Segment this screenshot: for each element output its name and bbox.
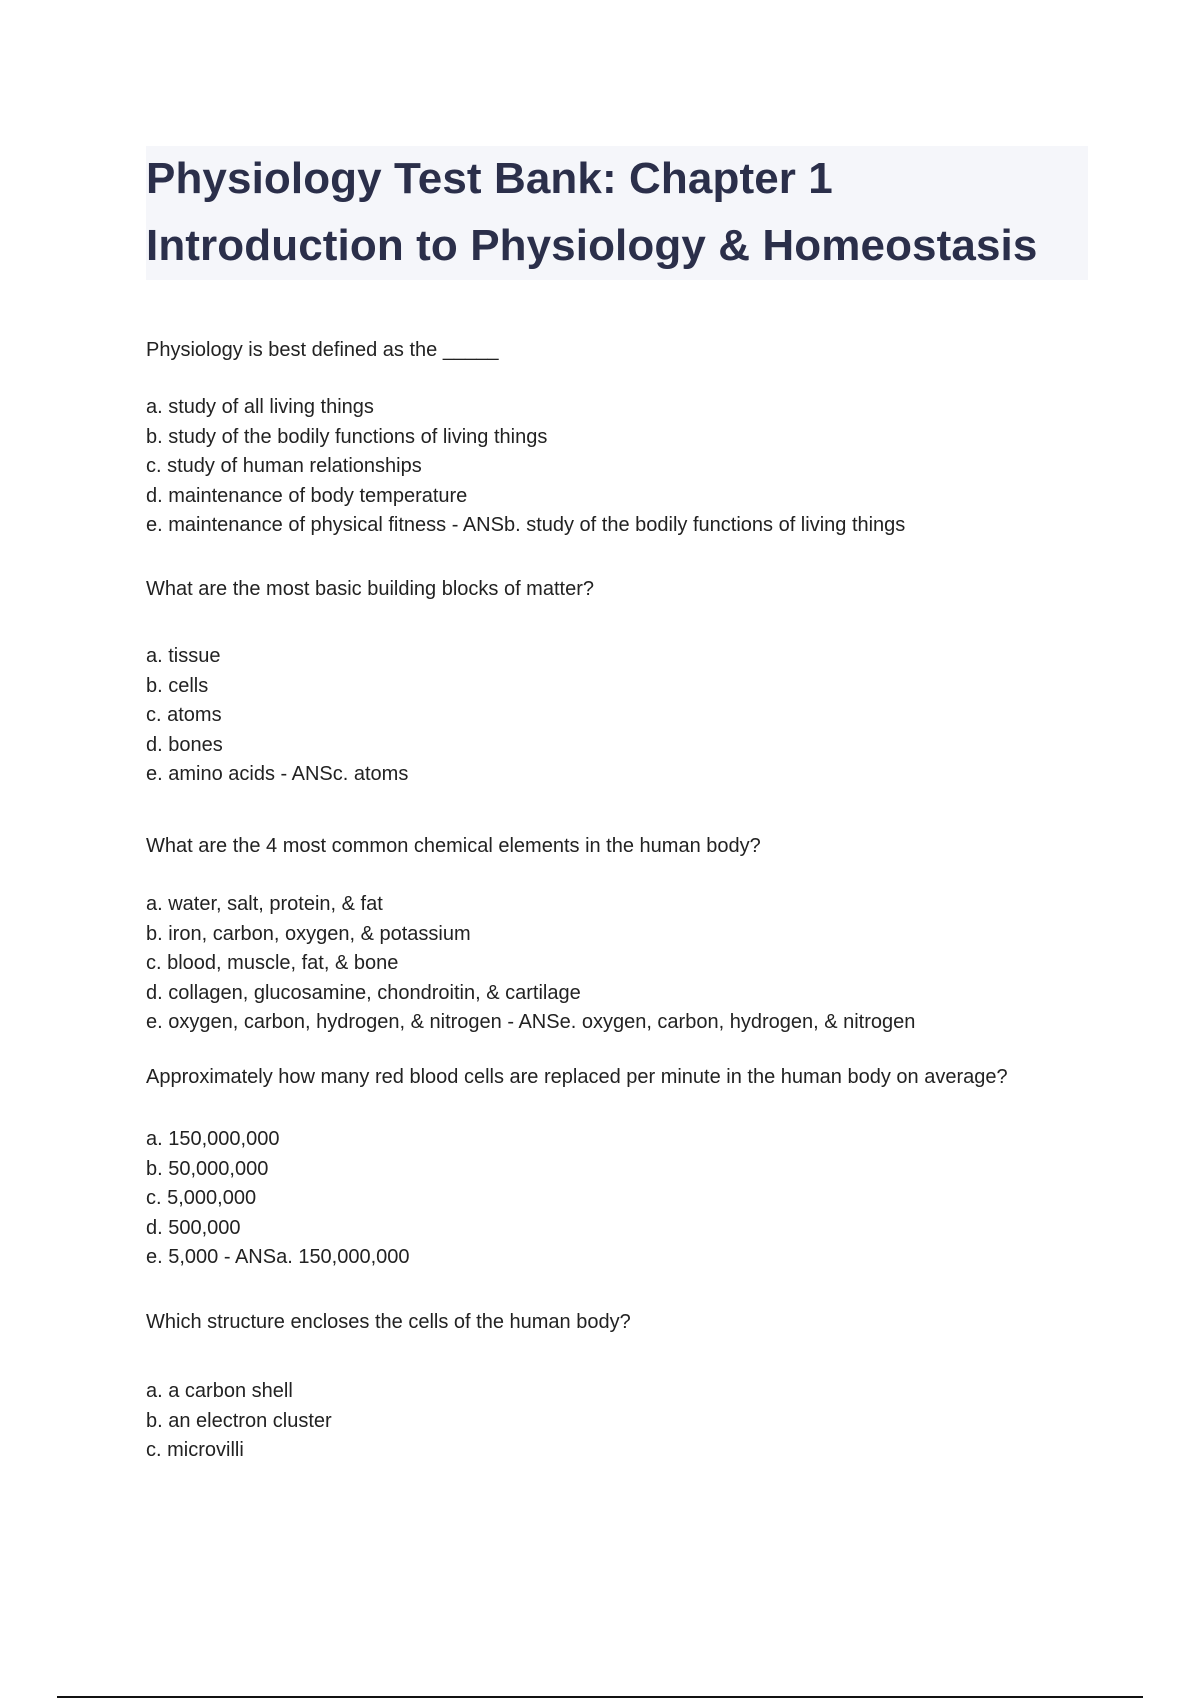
option-b: b. iron, carbon, oxygen, & potassium — [146, 922, 471, 945]
page-bottom-rule — [57, 1696, 1143, 1698]
option-a: a. tissue — [146, 645, 221, 667]
option-d: d. maintenance of body temperature — [146, 484, 468, 507]
option-d: d. 500,000 — [146, 1216, 241, 1239]
option-list-4 — [146, 1125, 1026, 1273]
question-block-2 — [146, 575, 1026, 605]
option-list-2 — [146, 642, 1026, 790]
question-prompt: Physiology is best defined as the _____ — [146, 339, 499, 361]
option-list-3 — [146, 890, 1026, 1038]
question-block-3 — [146, 832, 1026, 862]
option-d: d. bones — [146, 733, 223, 756]
document-title-line-2: Introduction to Physiology & Homeostasis — [146, 221, 1038, 270]
option-a: a. study of all living things — [146, 396, 374, 418]
option-b: b. study of the bodily functions of living things — [146, 425, 548, 448]
option-c: c. 5,000,000 — [146, 1187, 257, 1209]
document-title-banner — [146, 146, 1088, 280]
question-block-1 — [146, 336, 1026, 366]
question-prompt: What are the 4 most common chemical elements in the human body? — [146, 835, 761, 857]
option-a: a. 150,000,000 — [146, 1128, 280, 1150]
option-c: c. microvilli — [146, 1439, 244, 1461]
option-a: a. a carbon shell — [146, 1380, 293, 1402]
option-list-1 — [146, 393, 1026, 541]
option-c: c. study of human relationships — [146, 455, 422, 477]
question-block-5 — [146, 1308, 1026, 1338]
question-block-4 — [146, 1063, 1016, 1093]
option-b: b. an electron cluster — [146, 1409, 332, 1432]
option-b: b. cells — [146, 674, 209, 697]
option-list-5 — [146, 1377, 1026, 1466]
option-b: b. 50,000,000 — [146, 1157, 269, 1180]
question-prompt: Approximately how many red blood cells are replaced per minute in the human body on average? — [146, 1066, 1008, 1088]
option-e-with-answer: e. 5,000 - ANSa. 150,000,000 — [146, 1246, 410, 1268]
option-c: c. atoms — [146, 704, 222, 726]
option-e-with-answer: e. maintenance of physical fitness - ANSb. study of the bodily functions of living things — [146, 514, 906, 536]
option-a: a. water, salt, protein, & fat — [146, 893, 383, 915]
question-prompt: Which structure encloses the cells of the human body? — [146, 1311, 631, 1333]
document-title-line-1: Physiology Test Bank: Chapter 1 — [146, 154, 833, 203]
option-d: d. collagen, glucosamine, chondroitin, & cartilage — [146, 981, 581, 1004]
option-c: c. blood, muscle, fat, & bone — [146, 952, 399, 974]
question-prompt: What are the most basic building blocks of matter? — [146, 578, 594, 600]
option-e-with-answer: e. amino acids - ANSc. atoms — [146, 763, 409, 785]
option-e-with-answer: e. oxygen, carbon, hydrogen, & nitrogen - ANSe. oxygen, carbon, hydrogen, & nitrogen — [146, 1011, 916, 1033]
